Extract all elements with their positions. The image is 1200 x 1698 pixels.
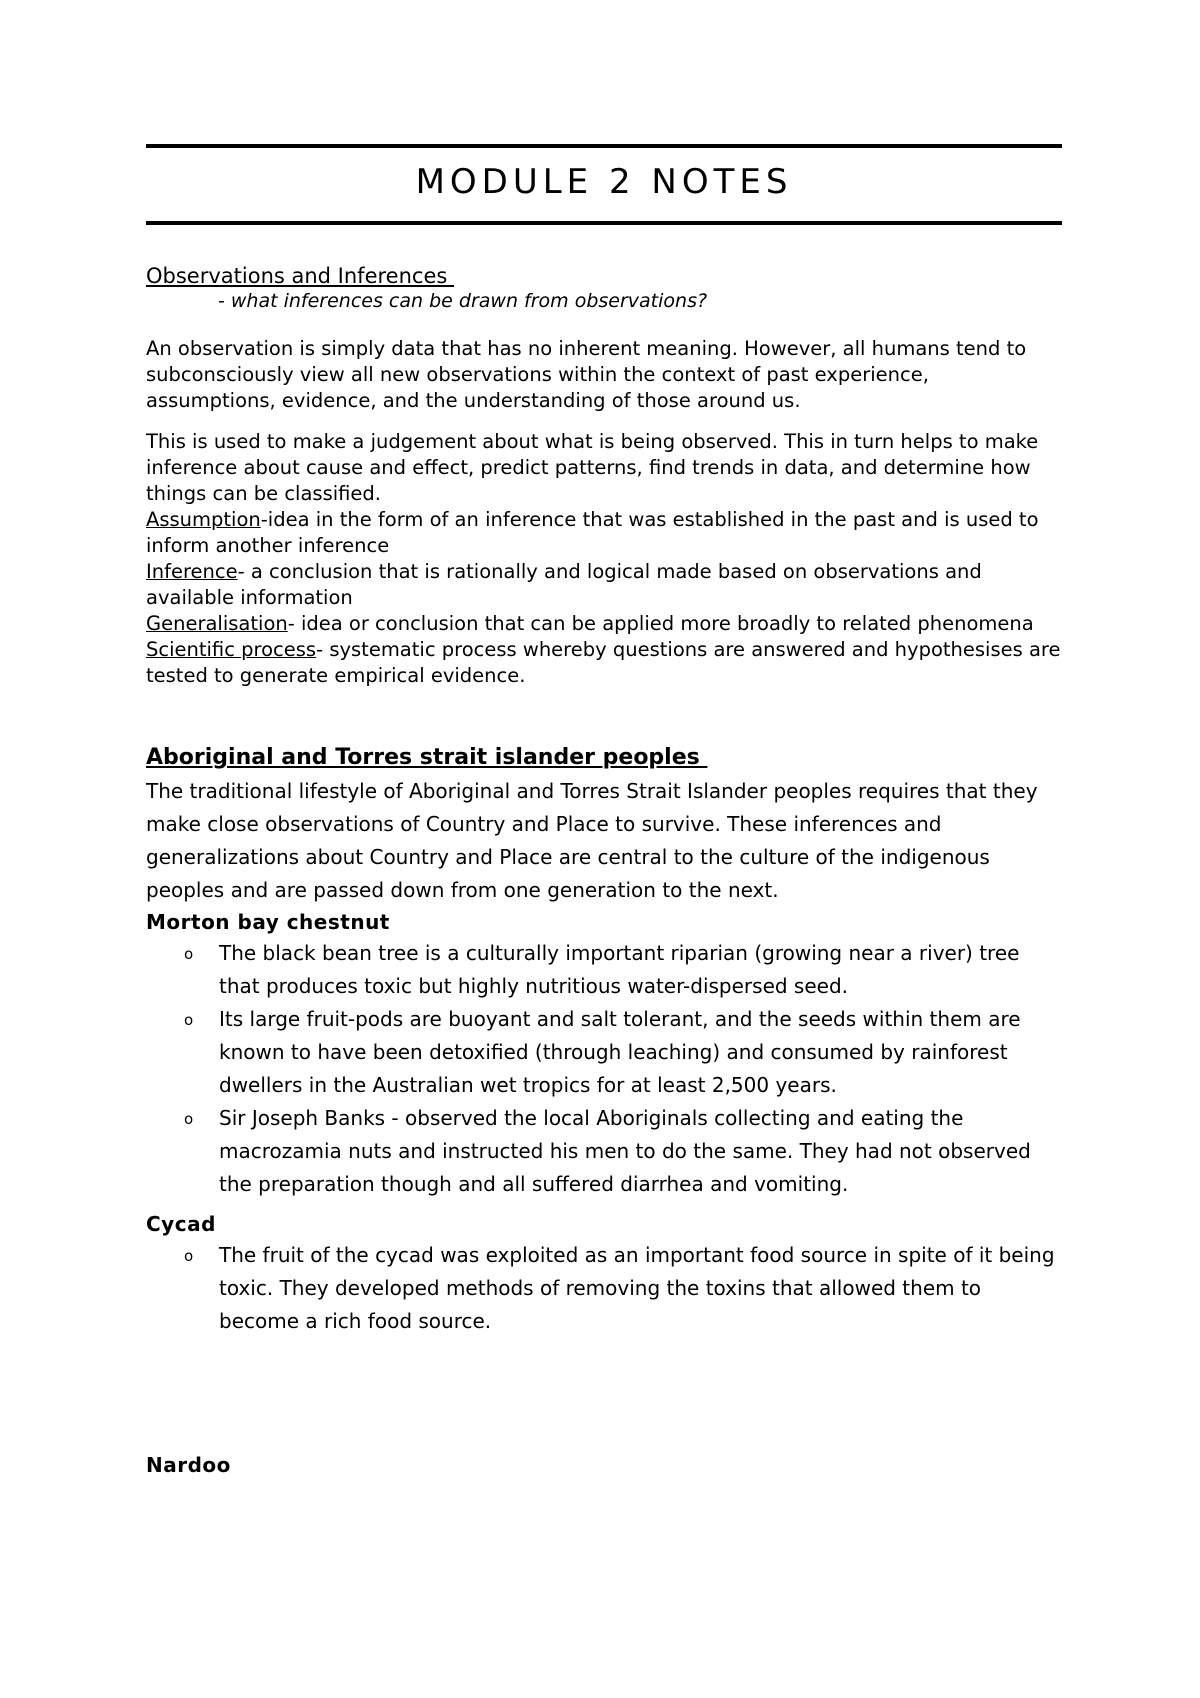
list-item: o Its large fruit-pods are buoyant and salt tolerant, and the seeds within them are known to have been detoxified (through leaching) and consumed by rainforest dwellers in the Australian wet tropics for at least 2,500 years.: [146, 1003, 1062, 1102]
subheading-nardoo: Nardoo: [146, 1453, 231, 1477]
section-heading-observations: Observations and Inferences: [146, 264, 454, 288]
definition-term: Generalisation: [146, 612, 288, 635]
definition-inference: [146, 559, 1062, 611]
bullet-circle-icon: o: [184, 945, 194, 963]
document-body: [146, 263, 1062, 1480]
definition-term: Inference: [146, 560, 238, 583]
paragraph-judgement: This is used to make a judgement about what is being observed. This in turn helps to make inference about cause and effect, predict patterns, find trends in data, and determine how things can be classified.: [146, 430, 1039, 505]
subheading-morton-bay-chestnut: Morton bay chestnut: [146, 910, 390, 934]
morton-bullet-list: [146, 937, 1062, 1201]
guiding-question: - what inferences can be drawn from observations?: [218, 290, 708, 312]
section-heading-aboriginal: Aboriginal and Torres strait islander peoples: [146, 745, 708, 770]
title-rule-top: [146, 144, 1062, 148]
list-item: o The black bean tree is a culturally important riparian (growing near a river) tree that produces toxic but highly nutritious water-dispersed seed.: [146, 937, 1062, 1003]
definition-term: Assumption: [146, 508, 261, 531]
list-item: o The fruit of the cycad was exploited as an important food source in spite of it being toxic. They developed methods of removing the toxins that allowed them to become a rich food source.: [146, 1239, 1062, 1338]
definition-text: - a conclusion that is rationally and logical made based on observations and available information: [146, 560, 982, 609]
definition-assumption: [146, 507, 1062, 559]
list-item: o Sir Joseph Banks - observed the local Aboriginals collecting and eating the macrozamia nuts and instructed his men to do the same. They had not observed the preparation though and all suffered diarrhea and vomiting.: [146, 1102, 1062, 1201]
definition-generalisation: [146, 611, 1062, 637]
subheading-cycad: Cycad: [146, 1212, 216, 1236]
bullet-circle-icon: o: [184, 1110, 194, 1128]
title-rule-bottom: [146, 221, 1062, 225]
definition-text: -idea in the form of an inference that was established in the past and is used to inform another inference: [146, 508, 1039, 557]
bullet-circle-icon: o: [184, 1011, 194, 1029]
paragraph-traditional-lifestyle: The traditional lifestyle of Aboriginal and Torres Strait Islander peoples requires that they make close observations of Country and Place to survive. These inferences and generalizations about Country and Place are central to the culture of the indigenous peoples and are passed down from one generation to the next.: [146, 779, 1038, 902]
cycad-bullet-list: [146, 1239, 1062, 1338]
definition-text: - idea or conclusion that can be applied more broadly to related phenomena: [287, 612, 1034, 635]
document-title: MODULE 2 NOTES: [415, 162, 793, 202]
paragraph-observation: An observation is simply data that has no inherent meaning. However, all humans tend to subconsciously view all new observations within the context of past experience, assumptions, evidence, and the understanding of those around us.: [146, 337, 1027, 412]
definition-text: - systematic process whereby questions are answered and hypothesises are tested to generate empirical evidence.: [146, 638, 1061, 687]
bullet-circle-icon: o: [184, 1247, 194, 1265]
definition-scientific-process: [146, 637, 1062, 689]
definition-term: Scientific process: [146, 638, 317, 661]
